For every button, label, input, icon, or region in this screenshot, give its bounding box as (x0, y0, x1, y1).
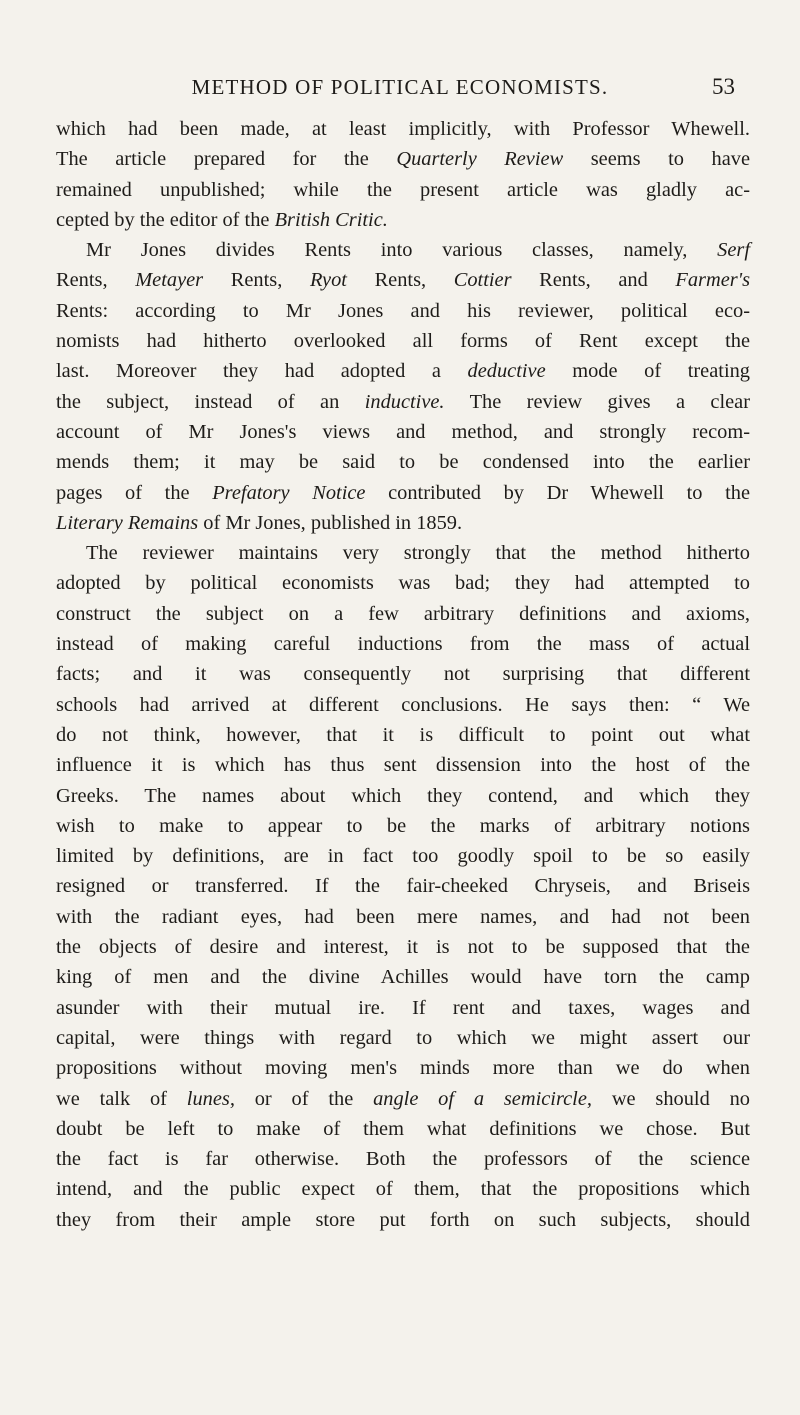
text-line-18: instead of making careful inductions from the mass of actual (56, 633, 750, 656)
text-line-33: we talk of lunes, or of the angle of a semicircle, we should no (56, 1087, 750, 1110)
text-line-26: resigned or transferred. If the fair-cheeked Chryseis, and Briseis (56, 875, 750, 898)
text-line-27: with the radiant eyes, had been mere names, and had not been (56, 905, 750, 928)
text-line-12: mends them; it may be said to be condensed into the earlier (56, 451, 750, 474)
text-line-3: remained unpublished; while the present article was gladly ac- (56, 178, 750, 201)
text-line-6: Rents, Metayer Rents, Ryot Rents, Cottier Rents, and Farmer's (56, 269, 750, 292)
body-text (56, 114, 750, 1235)
text-line-9: last. Moreover they had adopted a deductive mode of treating (56, 360, 751, 383)
text-line-5: Mr Jones divides Rents into various classes, namely, Serf (86, 239, 750, 262)
text-line-13: pages of the Prefatory Notice contributed by Dr Whewell to the (56, 481, 751, 504)
text-line-28: the objects of desire and interest, it is not to be supposed that the (56, 936, 750, 959)
text-line-22: influence it is which has thus sent dissension into the host of the (56, 754, 750, 777)
running-head (0, 72, 800, 102)
text-line-1: which had been made, at least implicitly, with Professor Whewell. (56, 118, 750, 140)
text-line-11: account of Mr Jones's views and method, and strongly recom- (56, 420, 750, 443)
text-line-2: The article prepared for the Quarterly Review seems to have (56, 148, 750, 171)
text-line-8: nomists had hitherto overlooked all forms of Rent except the (56, 330, 750, 353)
text-line-21: do not think, however, that it is difficult to point out what (56, 723, 750, 746)
text-line-25: limited by definitions, are in fact too goodly spoil to be so easily (56, 845, 750, 868)
text-line-20: schools had arrived at different conclusions. He says then: “ We (56, 693, 750, 716)
text-line-14: Literary Remains of Mr Jones, published in 1859. (56, 511, 463, 534)
text-line-15: The reviewer maintains very strongly that the method hitherto (86, 542, 750, 565)
text-line-36: intend, and the public expect of them, that the propositions which (56, 1178, 750, 1201)
text-line-23: Greeks. The names about which they contend, and which they (56, 784, 750, 807)
text-line-34: doubt be left to make of them what definitions we chose. But (56, 1117, 750, 1140)
running-title: METHOD OF POLITICAL ECONOMISTS. (191, 75, 609, 99)
text-line-19: facts; and it was consequently not surprising that different (56, 663, 750, 686)
page-number: 53 (712, 74, 735, 99)
text-line-24: wish to make to appear to be the marks of arbitrary notions (56, 814, 750, 837)
text-line-35: the fact is far otherwise. Both the professors of the science (56, 1148, 750, 1171)
text-line-31: capital, were things with regard to which we might assert our (56, 1026, 750, 1049)
text-line-10: the subject, instead of an inductive. The review gives a clear (56, 390, 750, 413)
text-line-17: construct the subject on a few arbitrary definitions and axioms, (56, 602, 750, 625)
text-line-29: king of men and the divine Achilles would have torn the camp (56, 966, 750, 989)
text-line-4: cepted by the editor of the British Critic. (56, 208, 388, 231)
text-line-32: propositions without moving men's minds more than we do when (56, 1057, 750, 1080)
text-line-7: Rents: according to Mr Jones and his reviewer, political eco- (56, 299, 750, 322)
text-line-30: asunder with their mutual ire. If rent and taxes, wages and (56, 996, 750, 1019)
text-line-16: adopted by political economists was bad; they had attempted to (56, 572, 750, 595)
text-line-37: they from their ample store put forth on such subjects, should (56, 1208, 750, 1231)
